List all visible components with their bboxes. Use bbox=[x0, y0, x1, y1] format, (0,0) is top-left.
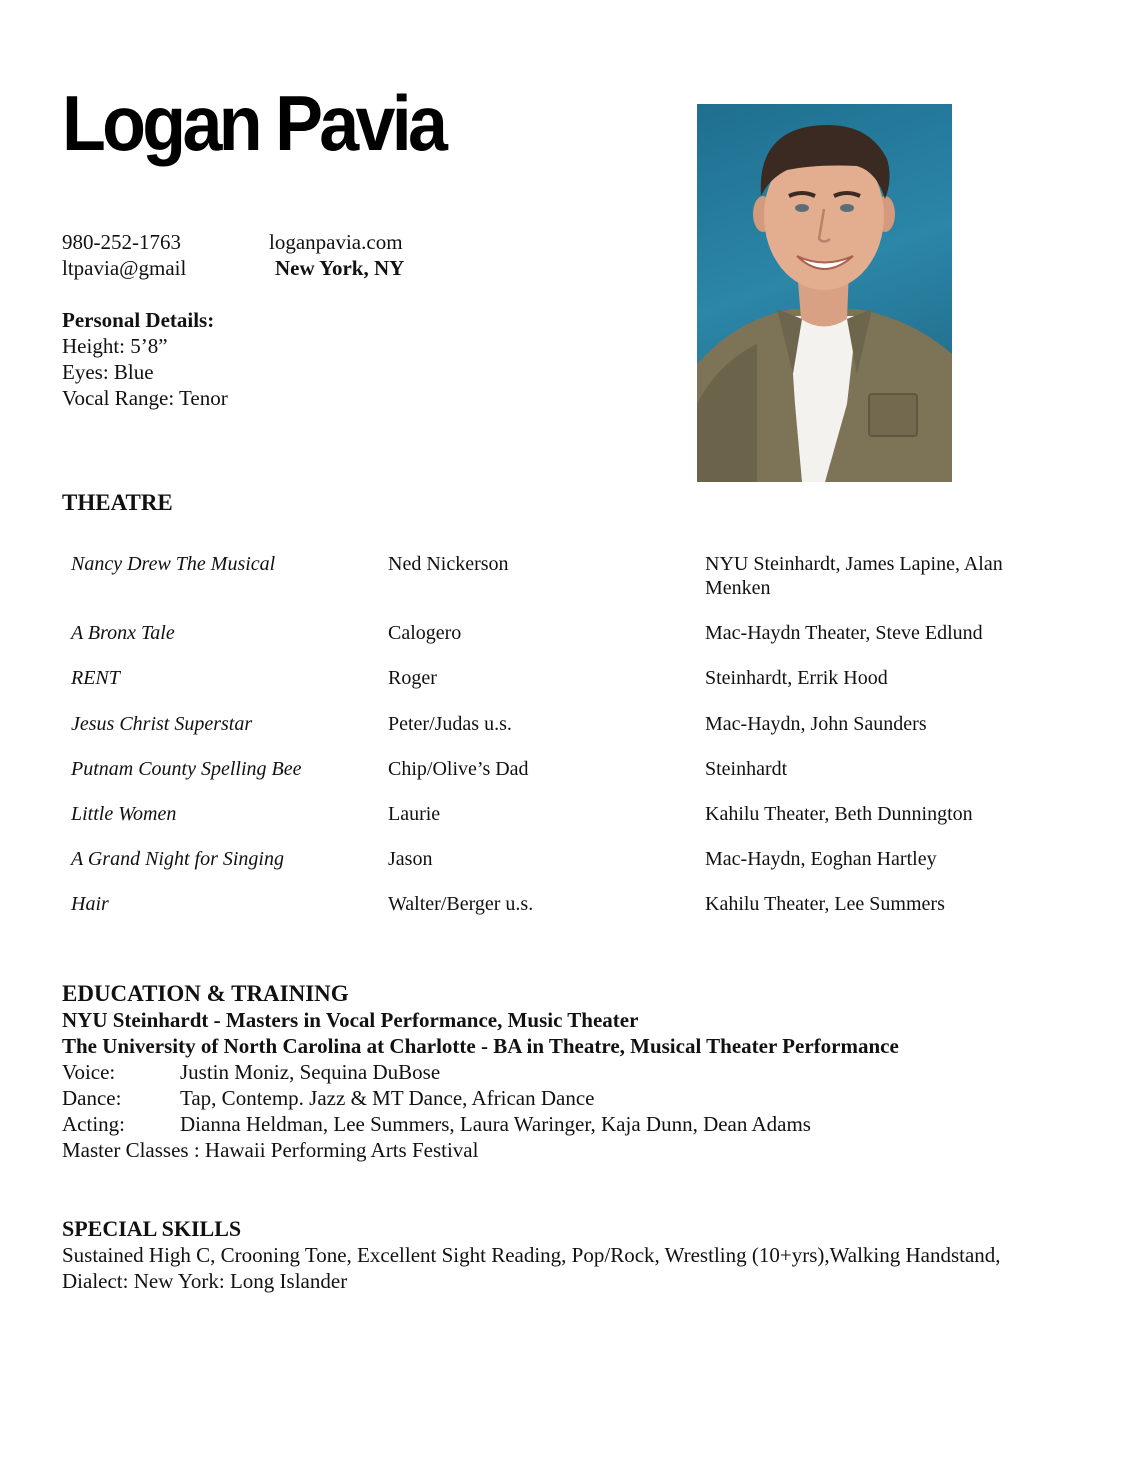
role: Jason bbox=[388, 848, 433, 870]
special-skills-section bbox=[62, 1216, 1022, 1294]
vocal-range: Vocal Range: Tenor bbox=[62, 386, 228, 410]
website-link[interactable]: loganpavia.com bbox=[269, 230, 403, 254]
training-dance bbox=[62, 1085, 1082, 1111]
education-heading: EDUCATION & TRAINING bbox=[62, 981, 349, 1006]
role: Peter/Judas u.s. bbox=[388, 713, 512, 735]
venue: Steinhardt bbox=[705, 758, 788, 780]
role: Roger bbox=[388, 667, 437, 689]
acting-label: Acting: bbox=[62, 1112, 125, 1136]
show-title: Jesus Christ Superstar bbox=[71, 713, 253, 735]
headshot-illustration bbox=[697, 104, 952, 482]
personal-details bbox=[62, 307, 228, 411]
personal-details-heading: Personal Details: bbox=[62, 308, 215, 332]
venue: NYU Steinhardt, James Lapine, Alan Menken bbox=[705, 553, 1003, 599]
special-skills-heading: SPECIAL SKILLS bbox=[62, 1216, 242, 1241]
show-title: Little Women bbox=[71, 803, 177, 825]
role: Laurie bbox=[388, 803, 441, 825]
theatre-row bbox=[0, 757, 1139, 802]
education-section bbox=[62, 981, 1082, 1163]
headshot-photo bbox=[697, 104, 952, 482]
voice-label: Voice: bbox=[62, 1060, 116, 1084]
contact-left bbox=[62, 229, 186, 281]
theatre-row bbox=[0, 847, 1139, 892]
venue: Steinhardt, Errik Hood bbox=[705, 667, 888, 689]
venue: Mac-Haydn Theater, Steve Edlund bbox=[705, 622, 983, 644]
theatre-row bbox=[0, 712, 1139, 757]
training-acting bbox=[62, 1111, 1082, 1137]
venue: Mac-Haydn, Eoghan Hartley bbox=[705, 848, 937, 870]
theatre-row bbox=[0, 552, 1139, 597]
theatre-row bbox=[0, 892, 1139, 937]
dance-label: Dance: bbox=[62, 1086, 122, 1110]
role: Walter/Berger u.s. bbox=[388, 893, 534, 915]
acting-teachers: Dianna Heldman, Lee Summers, Laura Waringer, Kaja Dunn, Dean Adams bbox=[180, 1112, 811, 1136]
show-title: Hair bbox=[71, 893, 109, 915]
degree-masters: NYU Steinhardt - Masters in Vocal Performance, Music Theater bbox=[62, 1008, 639, 1032]
special-skills-text: Sustained High C, Crooning Tone, Excellent Sight Reading, Pop/Rock, Wrestling (10+yrs),Walking Handstand, Dialect: New York: Long Islander bbox=[62, 1243, 1001, 1293]
show-title: RENT bbox=[71, 667, 120, 689]
theatre-row bbox=[0, 666, 1139, 711]
master-classes: Master Classes : Hawaii Performing Arts Festival bbox=[62, 1138, 479, 1162]
eye-color: Eyes: Blue bbox=[62, 360, 154, 384]
show-title: A Bronx Tale bbox=[71, 622, 175, 644]
contact-right bbox=[269, 229, 404, 281]
voice-teachers: Justin Moniz, Sequina DuBose bbox=[180, 1060, 441, 1084]
role: Chip/Olive’s Dad bbox=[388, 758, 529, 780]
role: Calogero bbox=[388, 622, 462, 644]
show-title: Nancy Drew The Musical bbox=[71, 553, 276, 575]
venue: Kahilu Theater, Lee Summers bbox=[705, 893, 945, 915]
venue: Kahilu Theater, Beth Dunnington bbox=[705, 803, 973, 825]
email-address: ltpavia@gmail bbox=[62, 256, 187, 280]
height: Height: 5’8” bbox=[62, 334, 168, 358]
degree-bachelors: The University of North Carolina at Charlotte - BA in Theatre, Musical Theater Performance bbox=[62, 1034, 899, 1058]
theatre-row bbox=[0, 621, 1139, 666]
training-voice bbox=[62, 1059, 1082, 1085]
venue: Mac-Haydn, John Saunders bbox=[705, 713, 927, 735]
phone-number: 980-252-1763 bbox=[62, 230, 181, 254]
theatre-heading: THEATRE bbox=[62, 490, 173, 515]
show-title: Putnam County Spelling Bee bbox=[71, 758, 302, 780]
actor-name: Logan Pavia bbox=[62, 79, 445, 167]
location: New York, NY bbox=[275, 256, 405, 280]
role: Ned Nickerson bbox=[388, 553, 509, 575]
theatre-row bbox=[0, 802, 1139, 847]
show-title: A Grand Night for Singing bbox=[71, 848, 284, 870]
dance-styles: Tap, Contemp. Jazz & MT Dance, African Dance bbox=[180, 1086, 595, 1110]
